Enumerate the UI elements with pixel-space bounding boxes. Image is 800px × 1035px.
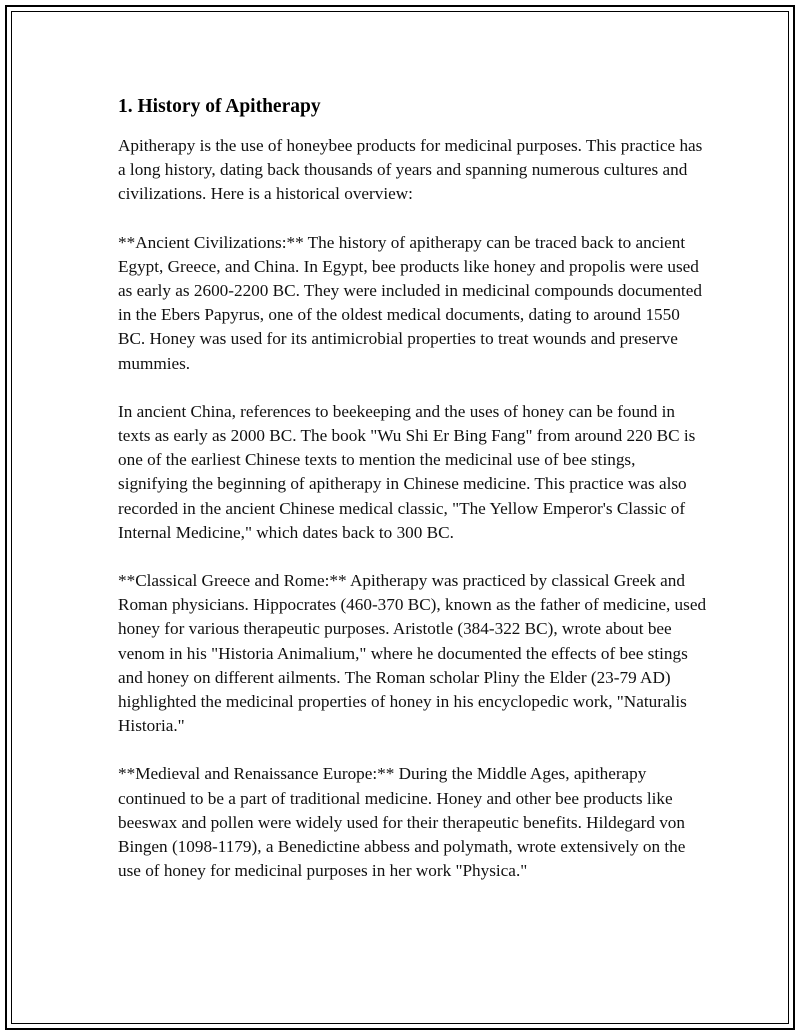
intro-paragraph: Apitherapy is the use of honeybee products for medicinal purposes. This practice has a long history, dating back thousands of years and spanning numerous cultures and civilizations. Here is a historical overview:	[118, 136, 703, 204]
medieval-renaissance-paragraph: **Medieval and Renaissance Europe:** During the Middle Ages, apitherapy continued to be a part of traditional medicine. Honey and other bee products like beeswax and pollen were widely used for their therapeutic benefits. Hildegard von Bingen (1098-1179), a Benedictine abbess and polymath, wrote extensively on the use of honey for medicinal purposes in her work "Physica."	[118, 764, 686, 881]
section-title: 1. History of Apitherapy	[118, 96, 321, 117]
ancient-china-paragraph: In ancient China, references to beekeeping and the uses of honey can be found in texts as early as 2000 BC. The book "Wu Shi Er Bing Fang" from around 220 BC is one of the earliest Chinese texts to mention the medicinal use of bee stings, signifying the beginning of apitherapy in Chinese medicine. This practice was also recorded in the ancient Chinese medical classic, "The Yellow Emperor's Classic of Internal Medicine," which dates back to 300 BC.	[118, 401, 696, 542]
ancient-civilizations-paragraph: **Ancient Civilizations:** The history of apitherapy can be traced back to ancient Egypt, Greece, and China. In Egypt, bee products like honey and propolis were used as early as 2600-2200 BC. They were included in medicinal compounds documented in the Ebers Papyrus, one of the oldest medical documents, dating to around 1550 BC. Honey was used for its antimicrobial properties to treat wounds and preserve mummies.	[118, 232, 702, 373]
document-body	[118, 94, 708, 907]
classical-greece-rome-paragraph: **Classical Greece and Rome:** Apitherapy was practiced by classical Greek and Roman physicians. Hippocrates (460-370 BC), known as the father of medicine, used honey for various therapeutic purposes. Aristotle (384-322 BC), wrote about bee venom in his "Historia Animalium," where he documented the effects of bee stings and honey on different ailments. The Roman scholar Pliny the Elder (23-79 AD) highlighted the medicinal properties of honey in his encyclopedic work, "Naturalis Historia."	[118, 571, 707, 736]
